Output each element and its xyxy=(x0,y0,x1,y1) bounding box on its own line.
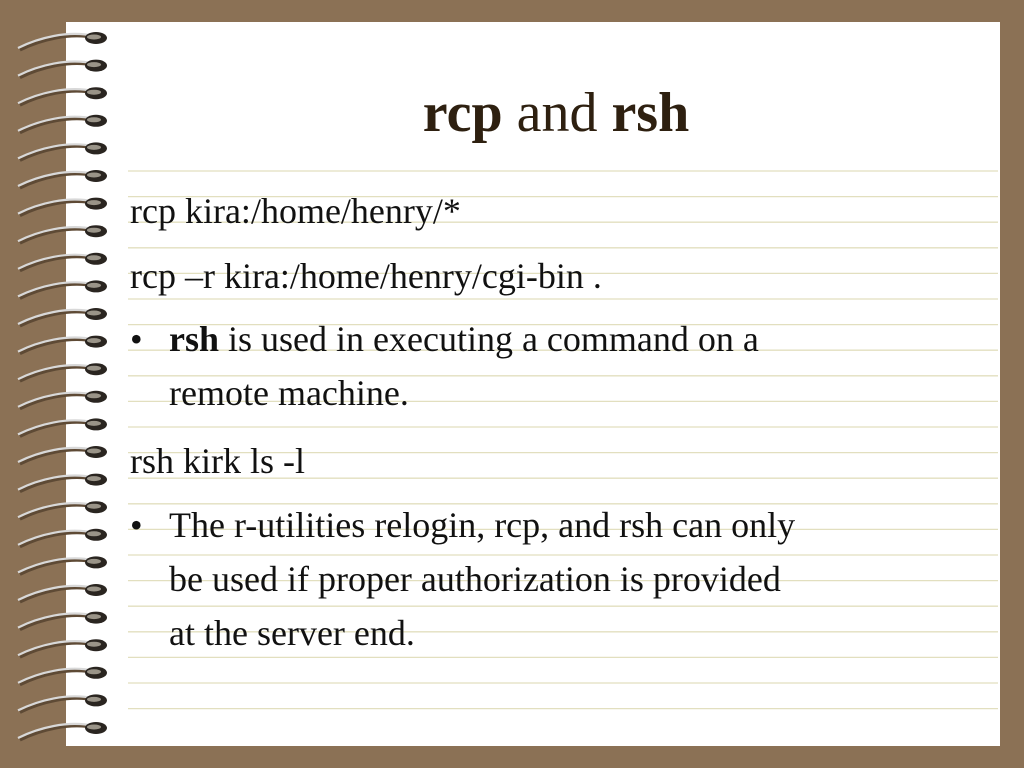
command-line-rsh: rsh kirk ls -l xyxy=(130,441,305,481)
spiral-ring-icon xyxy=(18,170,107,188)
bullet-rsh-row-2: remote machine. xyxy=(169,373,409,413)
bullet-r-utilities-row-2: be used if proper authorization is provided xyxy=(169,559,781,599)
spiral-ring-icon xyxy=(18,253,107,271)
spiral-ring-icon xyxy=(18,474,107,492)
command-line-rcp-recursive: rcp –r kira:/home/henry/cgi-bin . xyxy=(130,256,602,296)
spiral-ring-icon xyxy=(18,391,107,409)
spiral-binding-icon xyxy=(0,0,120,768)
spiral-ring-icon xyxy=(18,115,107,133)
spiral-ring-icon xyxy=(18,225,107,243)
bullet-marker: • xyxy=(130,319,143,359)
bullet-rsh-bold: rsh xyxy=(169,319,220,359)
bullet-rsh-rest: is used in executing a command on a xyxy=(219,319,759,359)
spiral-ring-icon xyxy=(18,32,107,50)
spiral-ring-icon xyxy=(18,280,107,298)
spiral-ring-icon xyxy=(18,418,107,436)
spiral-ring-icon xyxy=(18,612,107,630)
spiral-ring-icon xyxy=(18,529,107,547)
spiral-ring-icon xyxy=(18,694,107,712)
spiral-ring-icon xyxy=(18,639,107,657)
spiral-ring-icon xyxy=(18,336,107,354)
spiral-ring-icon xyxy=(18,198,107,216)
title-and: and xyxy=(502,82,612,144)
bullet-r-utilities-text xyxy=(169,498,795,660)
spiral-ring-icon xyxy=(18,667,107,685)
spiral-ring-icon xyxy=(18,501,107,519)
bullet-rsh-row-1 xyxy=(169,312,759,366)
bullet-r-utilities-row-1: The r-utilities relogin, rcp, and rsh can only xyxy=(169,505,796,545)
spiral-ring-icon xyxy=(18,556,107,574)
bullet-rsh-text xyxy=(169,312,759,420)
bullet-marker: • xyxy=(130,505,143,545)
spiral-ring-icon xyxy=(18,87,107,105)
title-rcp: rcp xyxy=(422,82,503,144)
spiral-ring-icon xyxy=(18,584,107,602)
bullet-r-utilities-row-3: at the server end. xyxy=(169,613,415,653)
slide-title xyxy=(128,78,984,148)
title-rsh: rsh xyxy=(611,82,690,144)
spiral-ring-icon xyxy=(18,722,107,740)
spiral-ring-icon xyxy=(18,142,107,160)
spiral-ring-icon xyxy=(18,308,107,326)
spiral-ring-icon xyxy=(18,363,107,381)
command-line-rcp: rcp kira:/home/henry/* xyxy=(130,191,461,231)
spiral-ring-icon xyxy=(18,446,107,464)
spiral-ring-icon xyxy=(18,60,107,78)
